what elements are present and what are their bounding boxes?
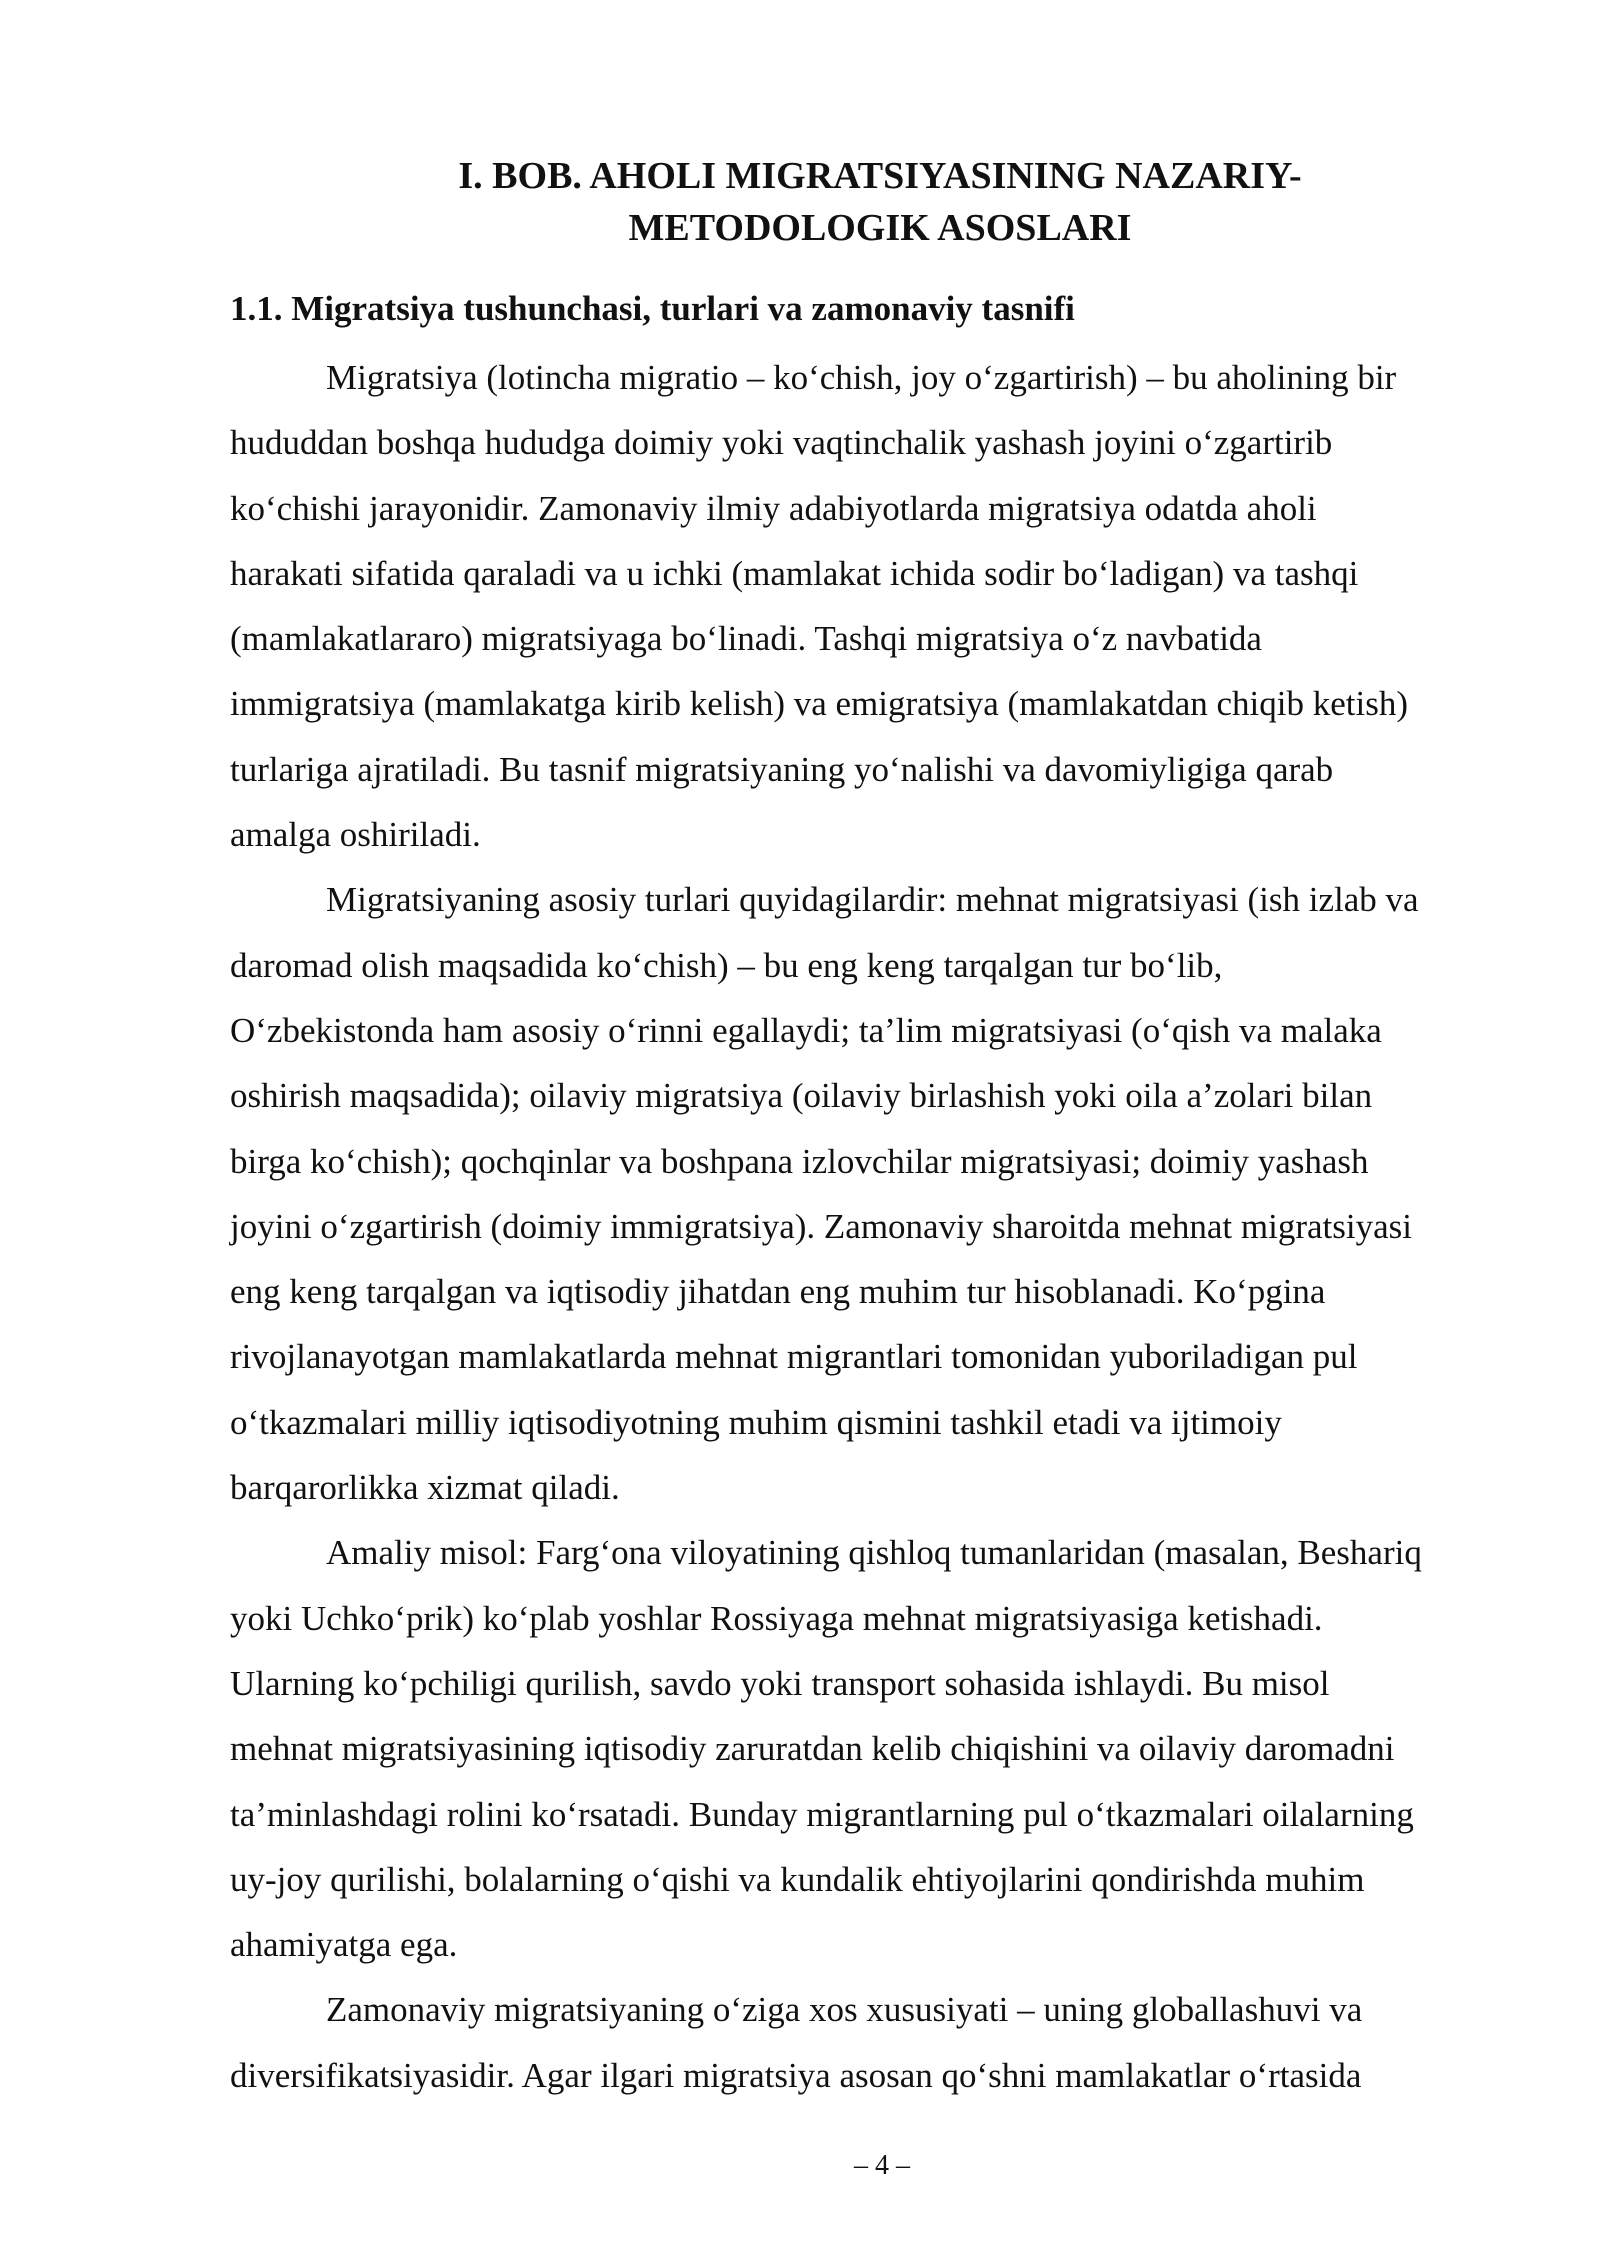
chapter-title — [330, 150, 1430, 254]
paragraph-line: Migratsiya (lotincha migratio – ko‘chish, joy o‘zgartirish) – bu aholining bir — [326, 358, 1397, 397]
chapter-title-line-1: I. BOB. AHOLI MIGRATSIYASINING NAZARIY- — [458, 155, 1302, 197]
body-text — [230, 345, 1520, 2108]
paragraph-line: O‘zbekistonda ham asosiy o‘rinni egallaydi; ta’lim migratsiyasi (o‘qish va malaka — [230, 1010, 1382, 1050]
page-number: – 4 – — [854, 2150, 910, 2181]
paragraph-line: (mamlakatlararo) migratsiyaga bo‘linadi. Tashqi migratsiya o‘z navbatida — [230, 619, 1262, 659]
paragraph-line: immigratsiya (mamlakatga kirib kelish) va emigratsiya (mamlakatdan chiqib ketish) — [230, 684, 1408, 724]
paragraph-line: diversifikatsiyasidir. Agar ilgari migratsiya asosan qo‘shni mamlakatlar o‘rtasida — [230, 2055, 1362, 2095]
paragraph-line: Amaliy misol: Farg‘ona viloyatining qishloq tumanlaridan (masalan, Beshariq — [326, 1533, 1422, 1573]
paragraph-line: Ularning ko‘pchiligi qurilish, savdo yoki transport sohasida ishlaydi. Bu misol — [230, 1663, 1330, 1703]
paragraph-line: barqarorlikka xizmat qiladi. — [230, 1468, 620, 1508]
paragraph-line: joyini o‘zgartirish (doimiy immigratsiya). Zamonaviy sharoitda mehnat migratsiyasi — [230, 1206, 1412, 1246]
paragraph-line: yoki Uchko‘prik) ko‘plab yoshlar Rossiyaga mehnat migratsiyasiga ketishadi. — [230, 1598, 1323, 1638]
paragraph-line: eng keng tarqalgan va iqtisodiy jihatdan eng muhim tur hisoblanadi. Ko‘pgina — [230, 1272, 1326, 1312]
paragraph-line: turlariga ajratiladi. Bu tasnif migratsiyaning yo‘nalishi va davomiyligiga qarab — [230, 749, 1334, 789]
paragraph-line: amalga oshiriladi. — [230, 815, 481, 855]
paragraph — [230, 867, 1520, 1520]
paragraph-line: hududdan boshqa hududga doimiy yoki vaqtinchalik yashash joyini o‘zgartirib — [230, 423, 1333, 463]
paragraph-line: harakati sifatida qaraladi va u ichki (mamlakat ichida sodir bo‘ladigan) va tashqi — [230, 553, 1359, 593]
paragraph-line: oshirish maqsadida); oilaviy migratsiya (oilaviy birlashish yoki oila a’zolari bilan — [230, 1076, 1373, 1116]
paragraph-line: birga ko‘chish); qochqinlar va boshpana izlovchilar migratsiyasi; doimiy yashash — [230, 1141, 1369, 1181]
paragraph — [230, 1977, 1520, 2108]
chapter-title-line-2: METODOLOGIK ASOSLARI — [628, 207, 1132, 249]
paragraph — [230, 345, 1520, 867]
paragraph-line: o‘tkazmalari milliy iqtisodiyotning muhim qismini tashkil etadi va ijtimoiy — [230, 1402, 1282, 1442]
paragraph-line: ta’minlashdagi rolini ko‘rsatadi. Bunday migrantlarning pul o‘tkazmalari oilalarning — [230, 1794, 1414, 1834]
paragraph-line: Migratsiyaning asosiy turlari quyidagilardir: mehnat migratsiyasi (ish izlab va — [326, 880, 1419, 920]
paragraph-line: ko‘chishi jarayonidir. Zamonaviy ilmiy adabiyotlarda migratsiya odatda aholi — [230, 488, 1317, 528]
paragraph-line: rivojlanayotgan mamlakatlarda mehnat migrantlari tomonidan yuboriladigan pul — [230, 1337, 1358, 1377]
paragraph-line: mehnat migratsiyasining iqtisodiy zaruratdan kelib chiqishini va oilaviy daromadni — [230, 1729, 1395, 1769]
paragraph-line: Zamonaviy migratsiyaning o‘ziga xos xususiyati – uning globallashuvi va — [326, 1990, 1363, 2030]
paragraph-line: ahamiyatga ega. — [230, 1925, 458, 1965]
paragraph-line: uy-joy qurilishi, bolalarning o‘qishi va kundalik ehtiyojlarini qondirishda muhim — [230, 1859, 1365, 1899]
paragraph-line: daromad olish maqsadida ko‘chish) – bu eng keng tarqalgan tur bo‘lib, — [230, 945, 1223, 985]
section-title: 1.1. Migratsiya tushunchasi, turlari va zamonaviy tasnifi — [230, 289, 1075, 328]
paragraph — [230, 1520, 1520, 1977]
